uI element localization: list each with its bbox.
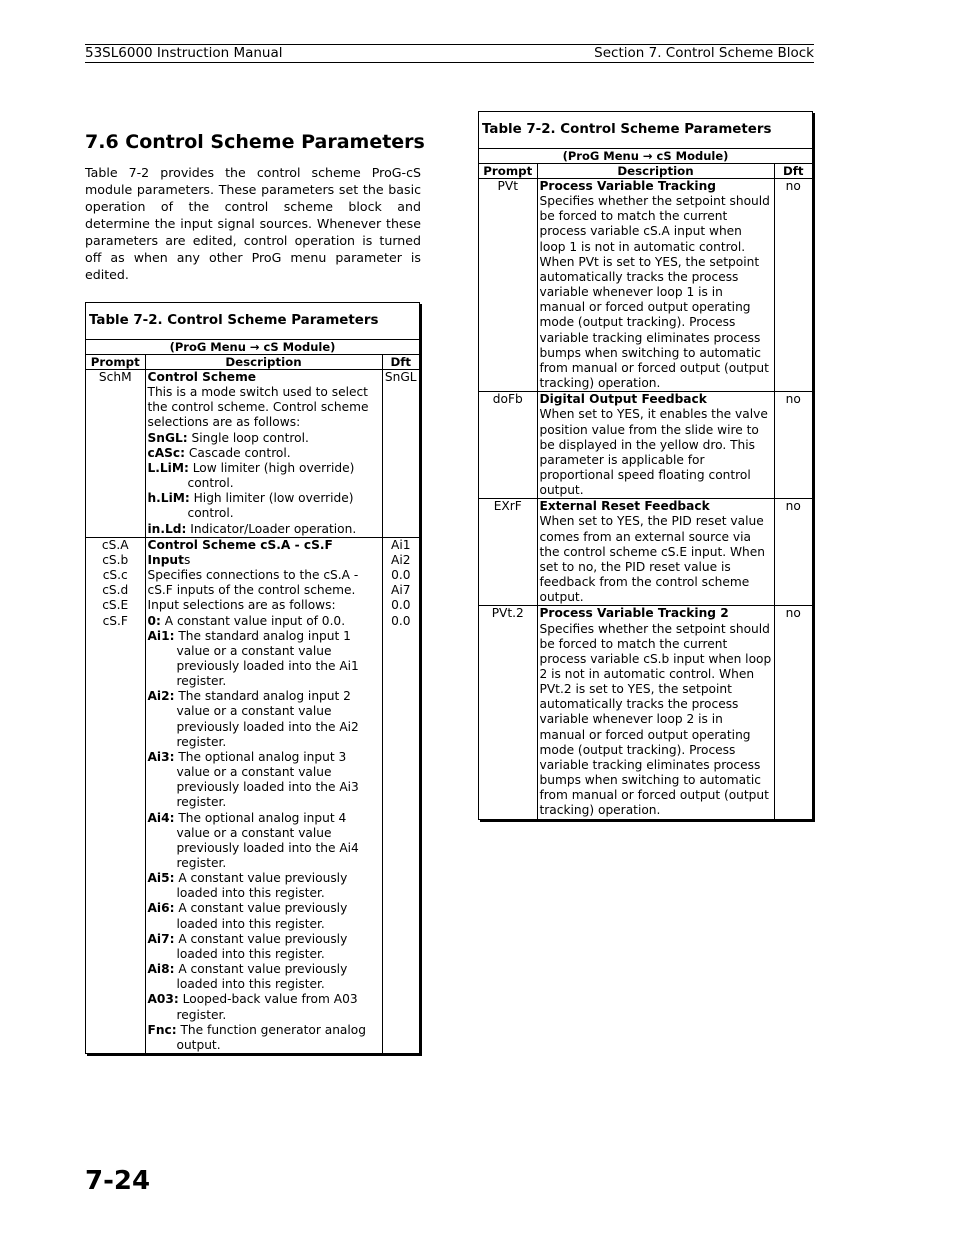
option-item (148, 446, 380, 461)
prompt-cell: SchM (86, 370, 145, 538)
prompt-value: cS.d (102, 583, 129, 598)
option-item (148, 901, 380, 931)
prompt-value: cS.F (102, 613, 128, 628)
option-text: A constant value previously loaded into this register. (176, 901, 348, 931)
param-title-suffix: s (183, 552, 191, 567)
default-value: 0.0 (391, 598, 411, 613)
param-text: Specifies whether the setpoint should be forced to match the current process variable cS.b input when loop 2 is not in automatic control. When PVt.2 is set to YES, the setpoint automatically tracks the process variable whenever loop 2 is in manual or forced output operating mode (output tracking). Process variable tracking eliminates process bumps when switching to automatic from manual or forced output (output tracking) operation. (539, 621, 772, 818)
option-key: Ai1: (147, 628, 175, 643)
description-cell (537, 179, 774, 392)
param-text: This is a mode switch used to select the control scheme. Control scheme selections are as follows: (147, 385, 369, 430)
description-cell (145, 370, 382, 538)
parameters-table-left (85, 302, 420, 1054)
option-item (148, 522, 380, 537)
option-text: A constant value previously loaded into this register. (176, 931, 348, 961)
description-cell (145, 537, 382, 1053)
table-row (479, 606, 812, 819)
option-key: Fnc: (147, 1022, 177, 1037)
table-caption: Table 7-2. Control Scheme Parameters (86, 303, 419, 340)
option-key: 0: (147, 613, 161, 628)
prompt-cell: PVt.2 (479, 606, 537, 819)
param-text: When set to YES, the PID reset value comes from an external source via the control scheme cS.E input. When set to no, the PID reset value is feedback from the control scheme output. (539, 514, 765, 605)
param-title: Process Variable Tracking 2 (539, 606, 729, 621)
col-header-dft: Dft (774, 164, 812, 179)
table-caption: Table 7-2. Control Scheme Parameters (479, 112, 812, 149)
option-text: High limiter (low override) control. (187, 491, 354, 521)
page-number: 7-24 (85, 1166, 151, 1196)
prompt-value: cS.c (102, 568, 128, 583)
col-header-description: Description (145, 355, 382, 370)
parameters-table-right (478, 111, 813, 820)
prompt-value: cS.A (101, 537, 129, 552)
header-manual-title: 53SL6000 Instruction Manual (85, 45, 283, 61)
option-text: The optional analog input 3 value or a constant value previously loaded into the Ai3 register. (176, 749, 359, 810)
prompt-cell (86, 537, 145, 1053)
param-title: Digital Output Feedback (539, 392, 707, 407)
section-title: 7.6 Control Scheme Parameters (85, 131, 425, 153)
option-item (148, 491, 380, 521)
option-list (148, 614, 380, 1054)
option-item (148, 750, 380, 811)
table-row (86, 370, 419, 538)
param-title: External Reset Feedback (539, 499, 710, 514)
option-key: Ai6: (147, 901, 175, 916)
option-text: The optional analog input 4 value or a constant value previously loaded into the Ai4 register. (176, 810, 359, 870)
default-cell: no (774, 499, 812, 606)
table-row (479, 179, 812, 392)
description-cell (537, 606, 774, 819)
default-value: Ai7 (391, 583, 411, 598)
option-key: h.LiM: (147, 491, 190, 506)
option-key: in.Ld: (147, 521, 187, 536)
param-text: Specifies whether the setpoint should be forced to match the current process variable cS.A input when loop 1 is not in automatic control. When PVt is set to YES, the setpoint automatically tracks the process variable whenever loop 1 is in manual or forced output operating mode (output tracking). Process variable tracking eliminates process bumps when switching to automatic from manual or forced output (output tracking) operation. (539, 194, 770, 391)
option-text: The standard analog input 2 value or a constant value previously loaded into the Ai2 register. (176, 689, 359, 749)
default-value: 0.0 (391, 613, 411, 628)
table-subcaption: (ProG Menu → cS Module) (479, 149, 812, 164)
prompt-cell: PVt (479, 179, 537, 392)
option-key: A03: (147, 992, 179, 1007)
col-header-prompt: Prompt (479, 164, 537, 179)
option-key: cASc: (147, 445, 186, 460)
param-title-line (148, 538, 380, 568)
param-text: When set to YES, it enables the valve position value from the slide wire to be displayed in the yellow dro. This parameter is applicable for proportional speed floating control output. (539, 407, 768, 498)
option-key: Ai8: (147, 962, 175, 977)
option-list (148, 431, 380, 537)
option-item (148, 811, 380, 872)
option-text: Cascade control. (188, 445, 291, 460)
option-text: Looped-back value from A03 register. (176, 992, 358, 1022)
option-text: A constant value previously loaded into this register. (176, 962, 348, 992)
option-text: The function generator analog output. (176, 1022, 366, 1052)
default-cell: no (774, 179, 812, 392)
option-item (148, 461, 380, 491)
option-item (148, 1023, 380, 1053)
description-cell (537, 392, 774, 499)
intro-paragraph: Table 7-2 provides the control scheme ProG-cS module parameters. These parameters set the basic operation of the control scheme block and determine the input signal sources. Whenever these parameters are edited, control operation is turned off as when any other ProG menu parameter is edited. (85, 165, 421, 282)
table-subcaption: (ProG Menu → cS Module) (86, 340, 419, 355)
option-text: A constant value input of 0.0. (164, 613, 346, 628)
default-cell: SnGL (382, 370, 419, 538)
option-key: SnGL: (147, 430, 188, 445)
prompt-cell: EXrF (479, 499, 537, 606)
option-text: The standard analog input 1 value or a constant value previously loaded into the Ai1 register. (176, 628, 359, 689)
param-title: Control Scheme (147, 370, 257, 384)
option-item (148, 614, 380, 629)
param-title: Control Scheme cS.A - cS.F Input (147, 537, 333, 567)
option-key: Ai2: (147, 689, 175, 704)
option-key: Ai7: (147, 931, 175, 946)
default-cell: no (774, 606, 812, 819)
prompt-value: cS.b (102, 552, 129, 567)
table-row (86, 537, 419, 1053)
option-item (148, 871, 380, 901)
option-key: Ai4: (147, 810, 175, 825)
table-row (479, 499, 812, 606)
option-text: Low limiter (high override) control. (187, 460, 355, 491)
header-section-title: Section 7. Control Scheme Block (594, 45, 814, 61)
default-value: 0.0 (391, 568, 411, 583)
option-item (148, 689, 380, 750)
col-header-prompt: Prompt (86, 355, 145, 370)
option-key: Ai5: (147, 871, 175, 886)
option-item (148, 962, 380, 992)
option-key: L.LiM: (147, 460, 189, 475)
col-header-description: Description (537, 164, 774, 179)
prompt-cell: doFb (479, 392, 537, 499)
page-header (85, 44, 814, 63)
col-header-dft: Dft (382, 355, 419, 370)
option-item (148, 629, 380, 690)
option-item (148, 992, 380, 1022)
option-text: Indicator/Loader operation. (190, 521, 357, 536)
default-value: Ai1 (391, 537, 411, 552)
table-row (479, 392, 812, 499)
prompt-value: cS.E (102, 598, 129, 613)
default-cell (382, 537, 419, 1053)
option-text: Single loop control. (191, 430, 309, 445)
default-value: Ai2 (391, 552, 411, 567)
default-cell: no (774, 392, 812, 499)
description-cell (537, 499, 774, 606)
option-item (148, 431, 380, 446)
option-key: Ai3: (147, 749, 175, 764)
option-text: A constant value previously loaded into this register. (176, 871, 348, 901)
param-text: Specifies connections to the cS.A - cS.F inputs of the control scheme. Input selections are as follows: (147, 568, 359, 613)
option-item (148, 932, 380, 962)
param-title: Process Variable Tracking (539, 179, 716, 193)
